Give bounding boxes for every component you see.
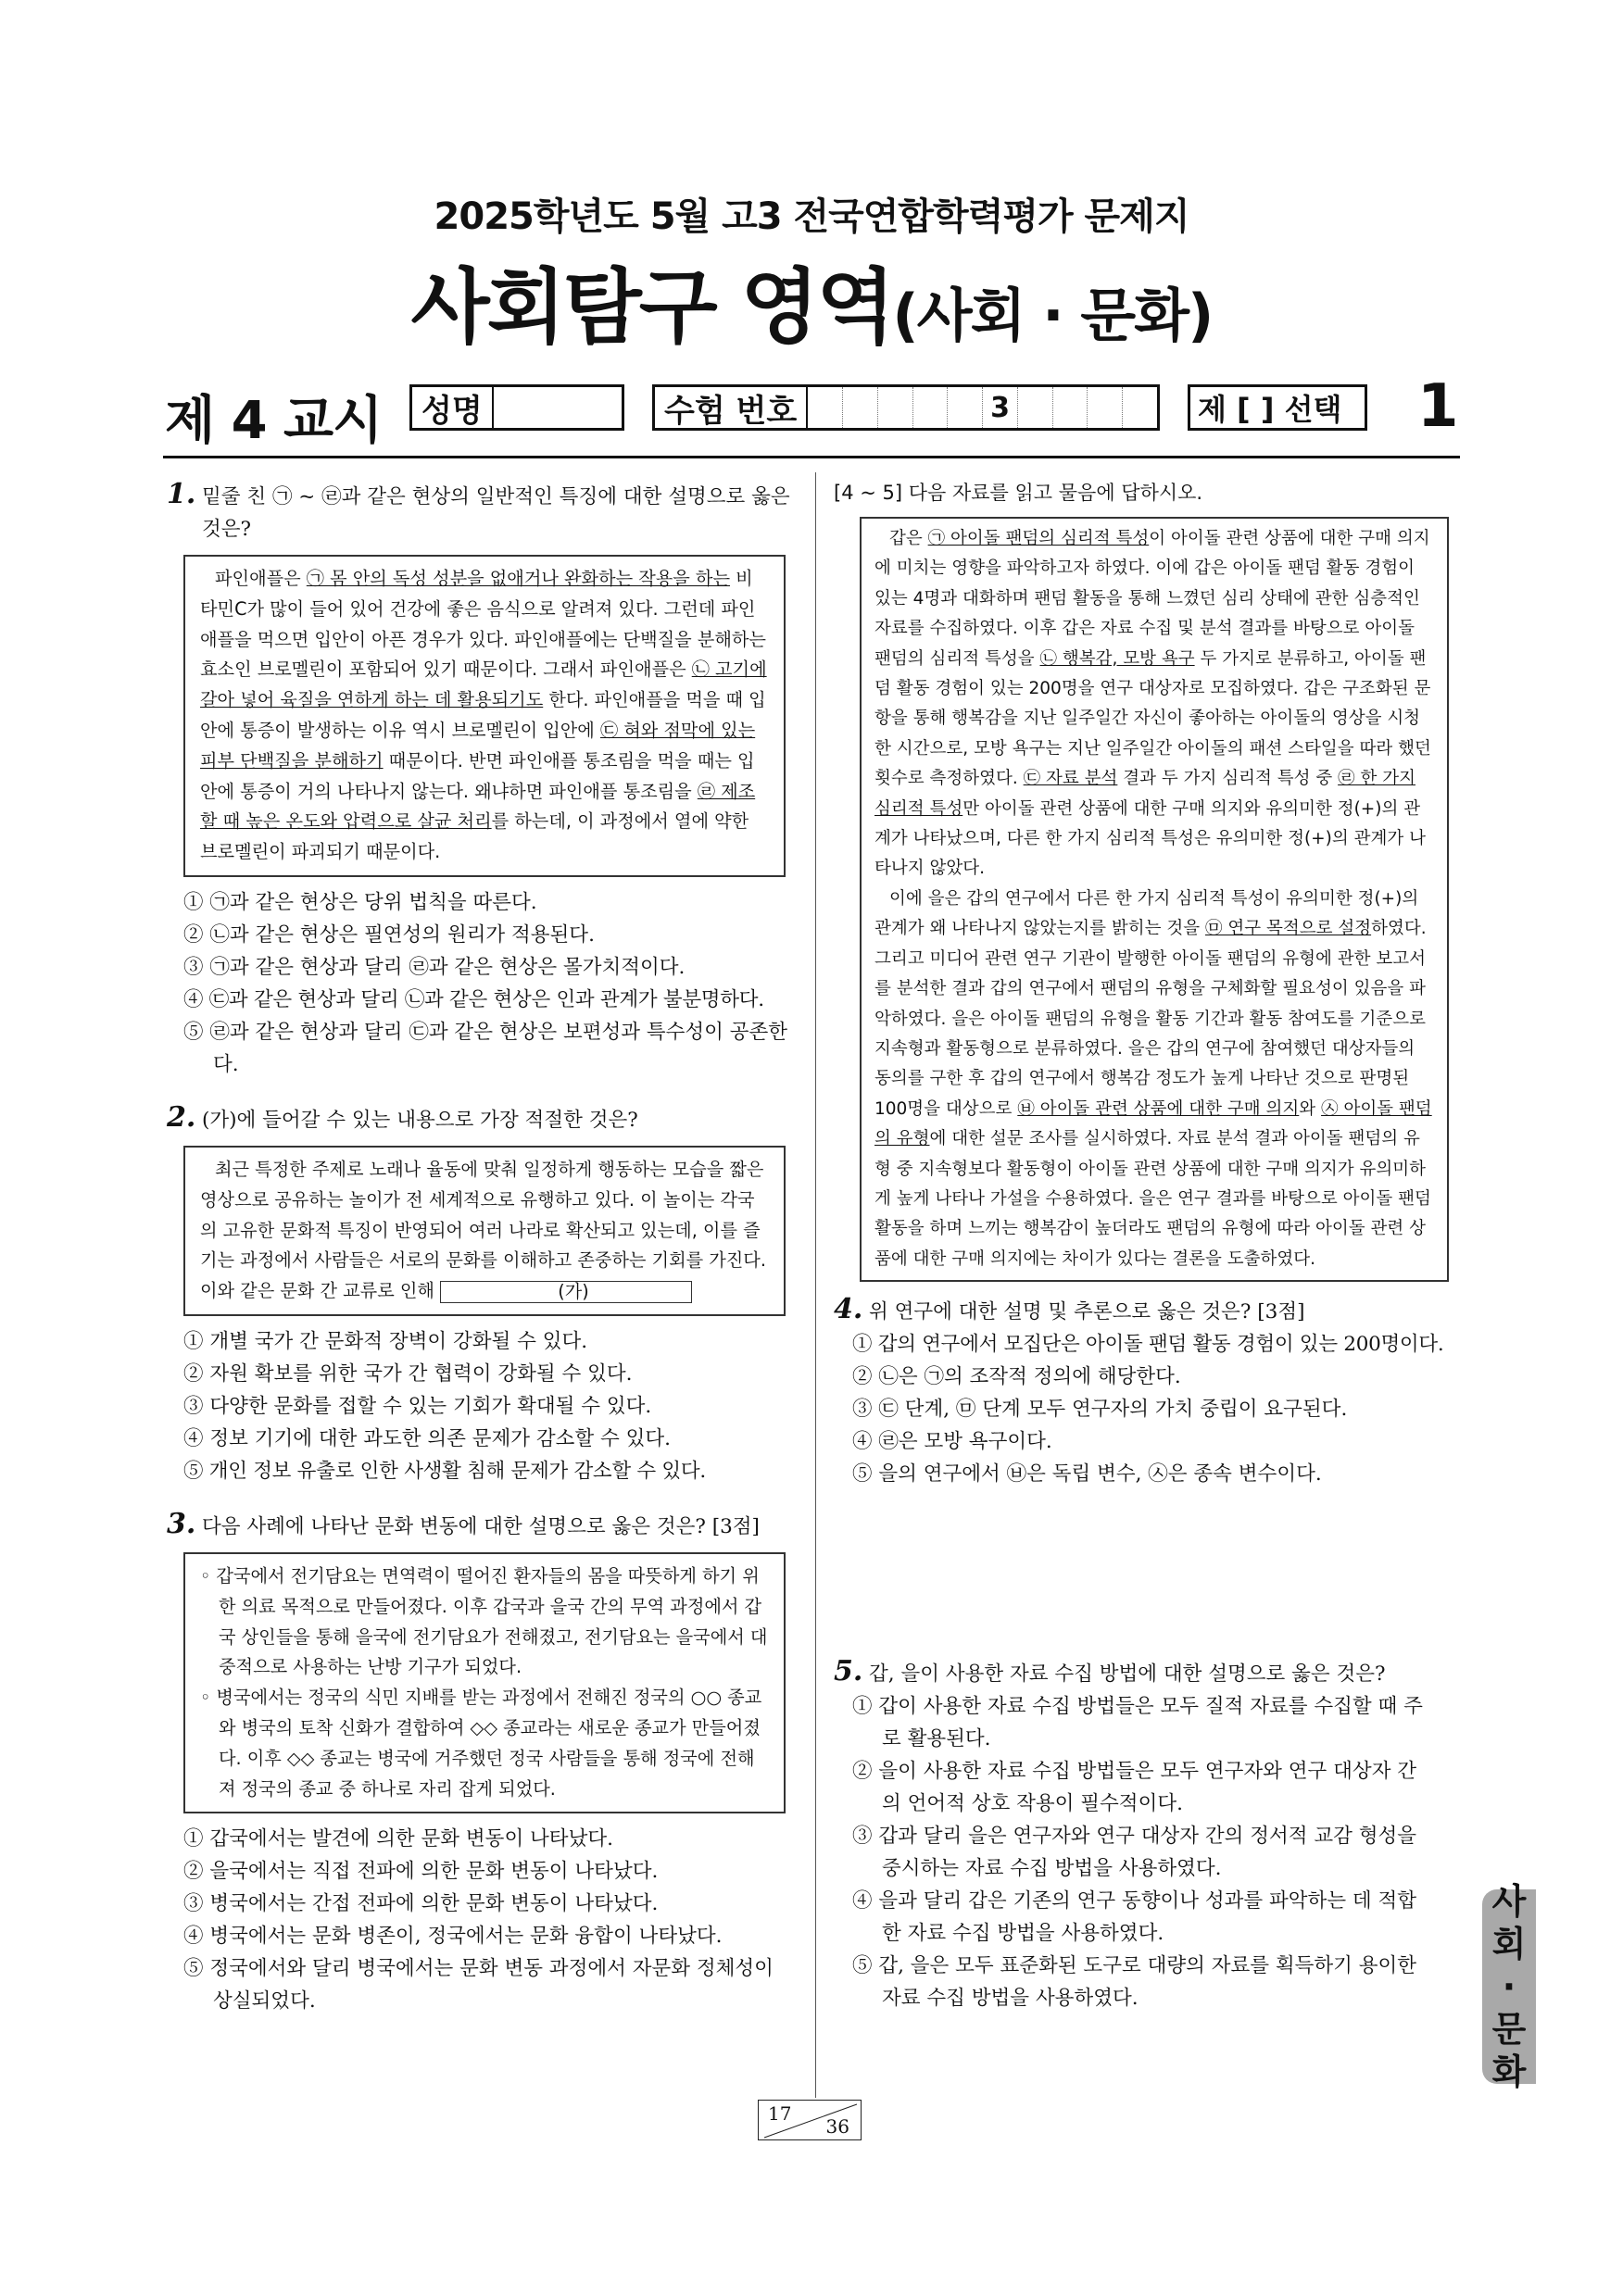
choice-5[interactable]: ⑤ 개인 정보 유출로 인한 사생활 침해 문제가 감소할 수 있다. xyxy=(183,1459,706,1483)
side-tab-char: 화 xyxy=(1491,2051,1527,2092)
choice-5[interactable]: ⑤ 을의 연구에서 ㉥은 독립 변수, ㉦은 종속 변수이다. xyxy=(852,1462,1322,1487)
choice-4[interactable]: ④ 병국에서는 문화 병존이, 정국에서는 문화 융합이 나타났다. xyxy=(183,1925,723,1949)
choice-2[interactable]: ② ㉡은 ㉠의 조작적 정의에 해당한다. xyxy=(852,1365,1181,1389)
page-number-box xyxy=(758,2100,862,2140)
choice-4[interactable]: ④ ㉢과 같은 현상과 달리 ㉡과 같은 현상은 인과 관계가 불분명하다. xyxy=(183,987,764,1011)
right-column xyxy=(834,478,1464,2014)
choice-1[interactable]: ① 갑국에서는 발견에 의한 문화 변동이 나타났다. xyxy=(183,1827,613,1851)
choice-2[interactable]: ② 자원 확보를 위한 국가 간 협력이 강화될 수 있다. xyxy=(183,1361,633,1386)
question-3-stem xyxy=(167,1508,793,1543)
passage-paragraph: 최근 특정한 주제로 노래나 율동에 맞춰 일정하게 행동하는 모습을 짧은 영상으로 공유하는 놀이가 전 세계적으로 유행하고 있다. 이 놀이는 각국의 고유한 문화적 특징이 반영되어 여러 나라로 확산되고 있는데, 이를 즐기는 과정에서 사람들은 서로의 문화를 이해하고 존중하는 기회를 가진다. 이와 같은 문화 간 교류로 인해 (가) xyxy=(200,1158,766,1302)
blank-ga: (가) xyxy=(440,1281,692,1303)
question-5-choices xyxy=(849,1690,1423,2014)
exam-number-digit: 3 xyxy=(983,387,1018,428)
exam-number-cell[interactable] xyxy=(843,387,878,428)
question-text: 갑, 을이 사용한 자료 수집 방법에 대한 설명으로 옳은 것은? xyxy=(869,1662,1386,1687)
subject-side-tab xyxy=(1482,1881,1536,2092)
q4-5-passage xyxy=(860,517,1449,1282)
side-tab-char: · xyxy=(1502,1966,1516,2007)
name-field[interactable] xyxy=(409,384,624,431)
choice-1[interactable]: ① ㉠과 같은 현상은 당위 법칙을 따른다. xyxy=(183,890,537,914)
left-column xyxy=(167,478,793,2017)
question-1-stem xyxy=(167,478,793,546)
question-3-passage xyxy=(183,1552,786,1813)
question-2-stem xyxy=(167,1101,793,1136)
side-tab-char: 사 xyxy=(1491,1881,1527,1922)
choice-2[interactable]: ② 을국에서는 직접 전파에 의한 문화 변동이 나타났다. xyxy=(183,1860,659,1884)
question-1-choices xyxy=(180,886,793,1081)
choice-1[interactable]: ① 개별 국가 간 문화적 장벽이 강화될 수 있다. xyxy=(183,1329,588,1353)
subject-main: 사회탐구 영역 xyxy=(410,259,893,355)
passage-paragraph-1: 갑은 ㉠ 아이돌 팬덤의 심리적 특성이 아이돌 관련 상품에 대한 구매 의지에 미치는 영향을 파악하고자 하였다. 이에 갑은 아이돌 팬덤 활동 경험이 있는 4명과 대화하며 팬덤 활동을 통해 느꼈던 심리 상태에 관한 심층적인 자료를 수집하였다. 이후 갑은 자료 수집 및 분석 결과를 바탕으로 아이돌 팬덤의 심리적 특성을 ㉡ 행복감, 모방 욕구 두 가지로 분류하고, 아이돌 팬덤 활동 경험이 있는 200명을 연구 대상자로 모집하였다. 갑은 구조화된 문항을 통해 행복감을 지난 일주일간 자신이 좋아하는 아이돌의 영상을 시청한 시간으로, 모방 욕구는 지난 일주일간 아이돌의 패션 스타일을 따라 했던 횟수로 측정하였다. ㉢ 자료 분석 결과 두 가지 심리적 특성 중 ㉣ 한 가지 심리적 특성만 아이돌 관련 상품에 대한 구매 의지와 유의미한 정(+)의 관계가 나타났으며, 다른 한 가지 심리적 특성은 유의미한 정(+)의 관계가 나타나지 않았다. xyxy=(874,529,1431,879)
subject-title xyxy=(0,243,1623,359)
passage-paragraph: 파인애플은 ㉠ 몸 안의 독성 성분을 없애거나 완화하는 작용을 하는 비타민C가 많이 들어 있어 건강에 좋은 음식으로 알려져 있다. 그런데 파인애플을 먹으면 입안이 아픈 경우가 있다. 파인애플에는 단백질을 분해하는 효소인 브로멜린이 포함되어 있기 때문이다. 그래서 파인애플은 ㉡ 고기에 갈아 넣어 육질을 연하게 하는 데 활용되기도 한다. 파인애플을 먹을 때 입안에 통증이 발생하는 이유 역시 브로멜린이 입안에 ㉢ 혀와 점막에 있는 피부 단백질을 분해하기 때문이다. 반면 파인애플 통조림을 먹을 때는 입안에 통증이 거의 나타나지 않는다. 왜냐하면 파인애플 통조림을 ㉣ 제조할 때 높은 온도와 압력으로 살균 처리를 하는데, 이 과정에서 열에 약한 브로멜린이 파괴되기 때문이다. xyxy=(200,568,767,863)
header-divider xyxy=(163,456,1460,458)
header-page-digit: 1 xyxy=(1417,372,1459,441)
choice-4[interactable]: ④ 을과 달리 갑은 기존의 연구 동향이나 성과를 파악하는 데 적합한 자료 수집 방법을 사용하였다. xyxy=(852,1889,1417,1946)
choice-4[interactable]: ④ 정보 기기에 대한 과도한 의존 문제가 감소할 수 있다. xyxy=(183,1426,671,1450)
question-number: 3. xyxy=(167,1507,196,1540)
choice-3[interactable]: ③ 다양한 문화를 접할 수 있는 기회가 확대될 수 있다. xyxy=(183,1394,652,1418)
question-3-choices xyxy=(180,1823,793,2017)
exam-number-cell[interactable] xyxy=(913,387,949,428)
question-text: (가)에 들어갈 수 있는 내용으로 가장 적절한 것은? xyxy=(202,1108,638,1132)
choice-5[interactable]: ⑤ 갑, 을은 모두 표준화된 도구로 대량의 자료를 획득하기 용이한 자료 수집 방법을 사용하였다. xyxy=(852,1954,1417,2011)
choice-3[interactable]: ③ 병국에서는 간접 전파에 의한 문화 변동이 나타났다. xyxy=(183,1892,659,1916)
side-tab-char: 문 xyxy=(1491,2009,1527,2050)
exam-number-cell[interactable] xyxy=(1053,387,1088,428)
period-label: 제 4 교시 xyxy=(165,391,383,451)
question-text: 위 연구에 대한 설명 및 추론으로 옳은 것은? [3점] xyxy=(869,1300,1305,1324)
choice-3[interactable]: ③ 갑과 달리 을은 연구자와 연구 대상자 간의 정서적 교감 형성을 중시하는 자료 수집 방법을 사용하였다. xyxy=(852,1825,1417,1881)
exam-number-cell[interactable] xyxy=(808,387,843,428)
name-label: 성명 xyxy=(412,387,494,428)
question-number: 1. xyxy=(167,478,196,510)
choice-3[interactable]: ③ ㉢ 단계, ㉤ 단계 모두 연구자의 가치 중립이 요구된다. xyxy=(852,1398,1348,1422)
side-tab-char: 회 xyxy=(1491,1924,1527,1964)
case-bullet-1: ◦ 갑국에서 전기담요는 면역력이 떨어진 환자들의 몸을 따뜻하게 하기 위한 의료 목적으로 만들어졌다. 이후 갑국과 을국 간의 무역 과정에서 갑국 상인들을 통해 을국에 전기담요가 전해졌고, 전기담요는 을국에서 대중적으로 사용하는 난방 기구가 되었다. xyxy=(200,1564,768,1678)
passage-paragraph-2: 이에 을은 갑의 연구에서 다른 한 가지 심리적 특성이 유의미한 정(+)의 관계가 왜 나타나지 않았는지를 밝히는 것을 ㉤ 연구 목적으로 설정하였다. 그리고 미디어 관련 연구 기관이 발행한 아이돌 팬덤의 유형에 관한 보고서를 분석한 결과 갑의 연구에서 팬덤의 유형을 구체화할 필요성이 있음을 파악하였다. 을은 아이돌 팬덤의 유형을 활동 기간과 활동 참여도를 기준으로 지속형과 활동형으로 분류하였다. 을은 갑의 연구에 참여했던 대상자들의 동의를 구한 후 갑의 연구에서 행복감 정도가 높게 나타난 것으로 판명된 100명을 대상으로 ㉥ 아이돌 관련 상품에 대한 구매 의지와 ㉦ 아이돌 팬덤의 유형에 대한 설문 조사를 실시하였다. 자료 분석 결과 아이돌 팬덤의 유형 중 지속형보다 활동형이 아이돌 관련 상품에 대한 구매 의지가 유의미하게 높게 나타나 가설을 수용하였다. 을은 연구 결과를 바탕으로 아이돌 팬덤 활동을 하며 느끼는 행복감이 높더라도 팬덤의 유형에 따라 아이돌 관련 상품에 대한 구매 의지에는 차이가 있다는 결론을 도출하였다. xyxy=(874,888,1432,1269)
question-4-choices xyxy=(849,1328,1464,1490)
exam-number-cell[interactable] xyxy=(1088,387,1123,428)
choice-2[interactable]: ② ㉡과 같은 현상은 필연성의 원리가 적용된다. xyxy=(183,922,595,947)
question-5-stem xyxy=(834,1655,1464,1690)
question-2-passage xyxy=(183,1146,786,1316)
question-text: 다음 사례에 나타난 문화 변동에 대한 설명으로 옳은 것은? [3점] xyxy=(202,1514,760,1538)
choice-5[interactable]: ⑤ ㉣과 같은 현상과 달리 ㉢과 같은 현상은 보편성과 특수성이 공존한다. xyxy=(183,1020,788,1076)
elective-select-field[interactable]: 제 [ ] 선택 xyxy=(1188,384,1367,431)
question-number: 4. xyxy=(834,1293,863,1326)
question-number: 2. xyxy=(167,1100,196,1134)
exam-number-cells xyxy=(808,387,1157,428)
exam-number-cell[interactable] xyxy=(948,387,983,428)
choice-4[interactable]: ④ ㉣은 모방 욕구이다. xyxy=(852,1430,1052,1454)
subject-sub: (사회 · 문화) xyxy=(892,282,1213,349)
question-text: 밑줄 친 ㉠ ~ ㉣과 같은 현상의 일반적인 특징에 대한 설명으로 옳은 것은? xyxy=(202,485,790,541)
choice-1[interactable]: ① 갑이 사용한 자료 수집 방법들은 모두 질적 자료를 수집할 때 주로 활용된다. xyxy=(852,1695,1423,1751)
choice-3[interactable]: ③ ㉠과 같은 현상과 달리 ㉣과 같은 현상은 몰가치적이다. xyxy=(183,955,686,979)
question-2-choices xyxy=(180,1325,793,1487)
exam-number-cell[interactable] xyxy=(878,387,913,428)
exam-number-label: 수험 번호 xyxy=(655,387,808,428)
exam-title: 2025학년도 5월 고3 전국연합학력평가 문제지 xyxy=(434,195,1189,238)
column-divider xyxy=(815,472,816,2098)
case-bullet-2: ◦ 병국에서는 정국의 식민 지배를 받는 과정에서 전해진 정국의 ○○ 종교와 병국의 토착 신화가 결합하여 ◇◇ 종교라는 새로운 종교가 만들어졌다. 이후 ◇◇ 종교는 병국에 거주했던 정국 사람들을 통해 정국에 전해져 정국의 종교 중 하나로 자리 잡게 되었다. xyxy=(200,1687,762,1800)
choice-5[interactable]: ⑤ 정국에서와 달리 병국에서는 문화 변동 과정에서 자문화 정체성이 상실되었다. xyxy=(183,1957,774,2014)
exam-number-cell[interactable] xyxy=(1018,387,1053,428)
page-current: 17 xyxy=(768,2102,792,2125)
question-number: 5. xyxy=(834,1655,863,1688)
question-1-passage xyxy=(183,555,786,877)
choice-1[interactable]: ① 갑의 연구에서 모집단은 아이돌 팬덤 활동 경험이 있는 200명이다. xyxy=(852,1333,1444,1357)
exam-number-cell[interactable] xyxy=(1123,387,1157,428)
q4-5-intro: [4 ~ 5] 다음 자료를 읽고 물음에 답하시오. xyxy=(834,482,1203,504)
choice-2[interactable]: ② 을이 사용한 자료 수집 방법들은 모두 연구자와 연구 대상자 간의 언어적 상호 작용이 필수적이다. xyxy=(852,1760,1417,1816)
question-4-stem xyxy=(834,1293,1464,1328)
exam-number-field[interactable] xyxy=(652,384,1160,431)
page-total: 36 xyxy=(825,2115,849,2138)
